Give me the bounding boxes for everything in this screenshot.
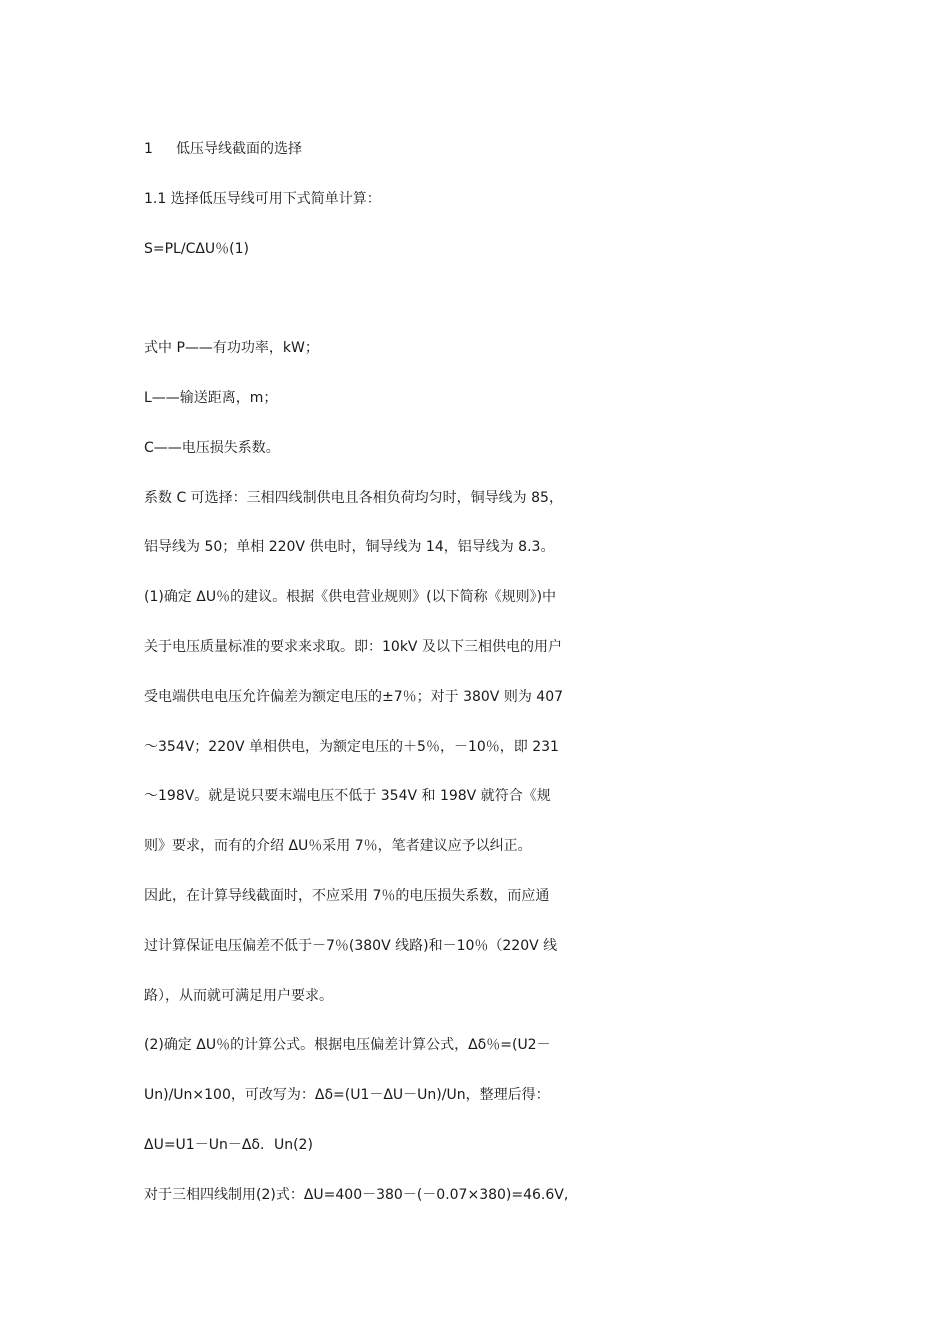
paragraph-line: 过计算保证电压偏差不低于－7％(380V 线路)和－10％（220V 线 [144, 937, 558, 954]
formula-line: S=PL/CΔU％(1) [144, 240, 250, 257]
paragraph-line: Un)/Un×100，可改写为：Δδ=(U1－ΔU－Un)/Un，整理后得： [144, 1087, 550, 1104]
paragraph-line: 1.1 选择低压导线可用下式简单计算： [144, 190, 381, 207]
paragraph-line: 则》要求，而有的介绍 ΔU％采用 7％，笔者建议应予以纠正。 [144, 838, 532, 855]
definition-line: C——电压损失系数。 [144, 439, 280, 456]
paragraph-line: (2)确定 ΔU％的计算公式。根据电压偏差计算公式，Δδ％=(U2－ [144, 1037, 551, 1054]
paragraph-line: (1)确定 ΔU％的建议。根据《供电营业规则》(以下简称《规则》)中 [144, 589, 557, 606]
paragraph-line: 铝导线为 50；单相 220V 供电时，铜导线为 14，铝导线为 8.3。 [144, 539, 555, 556]
paragraph-line: ～354V；220V 单相供电，为额定电压的＋5％，－10％，即 231 [144, 738, 559, 755]
paragraph-line: 关于电压质量标准的要求来求取。即：10kV 及以下三相供电的用户 [144, 638, 562, 655]
section-heading [144, 125, 812, 175]
paragraph-line: 受电端供电电压允许偏差为额定电压的±7％；对于 380V 则为 407 [144, 688, 564, 705]
paragraph-line: ～198V。就是说只要末端电压不低于 354V 和 198V 就符合《规 [144, 788, 551, 805]
section-number: 1 [144, 141, 153, 157]
paragraph-line: 因此，在计算导线截面时，不应采用 7％的电压损失系数，而应通 [144, 887, 550, 904]
section-title: 低压导线截面的选择 [176, 141, 302, 157]
formula-line: ΔU=U1－Un－Δδ．Un(2) [144, 1136, 313, 1153]
document-body [144, 125, 812, 1221]
paragraph-line: 路），从而就可满足用户要求。 [144, 987, 333, 1004]
paragraph-line: 系数 C 可选择：三相四线制供电且各相负荷均匀时，铜导线为 85， [144, 489, 563, 506]
blank-line [144, 274, 812, 324]
paragraph-line: 对于三相四线制用(2)式：ΔU=400－380－(－0.07×380)=46.6V, [144, 1186, 569, 1203]
definition-line: 式中 P——有功功率，kW； [144, 340, 319, 357]
definition-line: L——输送距离，m； [144, 389, 278, 406]
